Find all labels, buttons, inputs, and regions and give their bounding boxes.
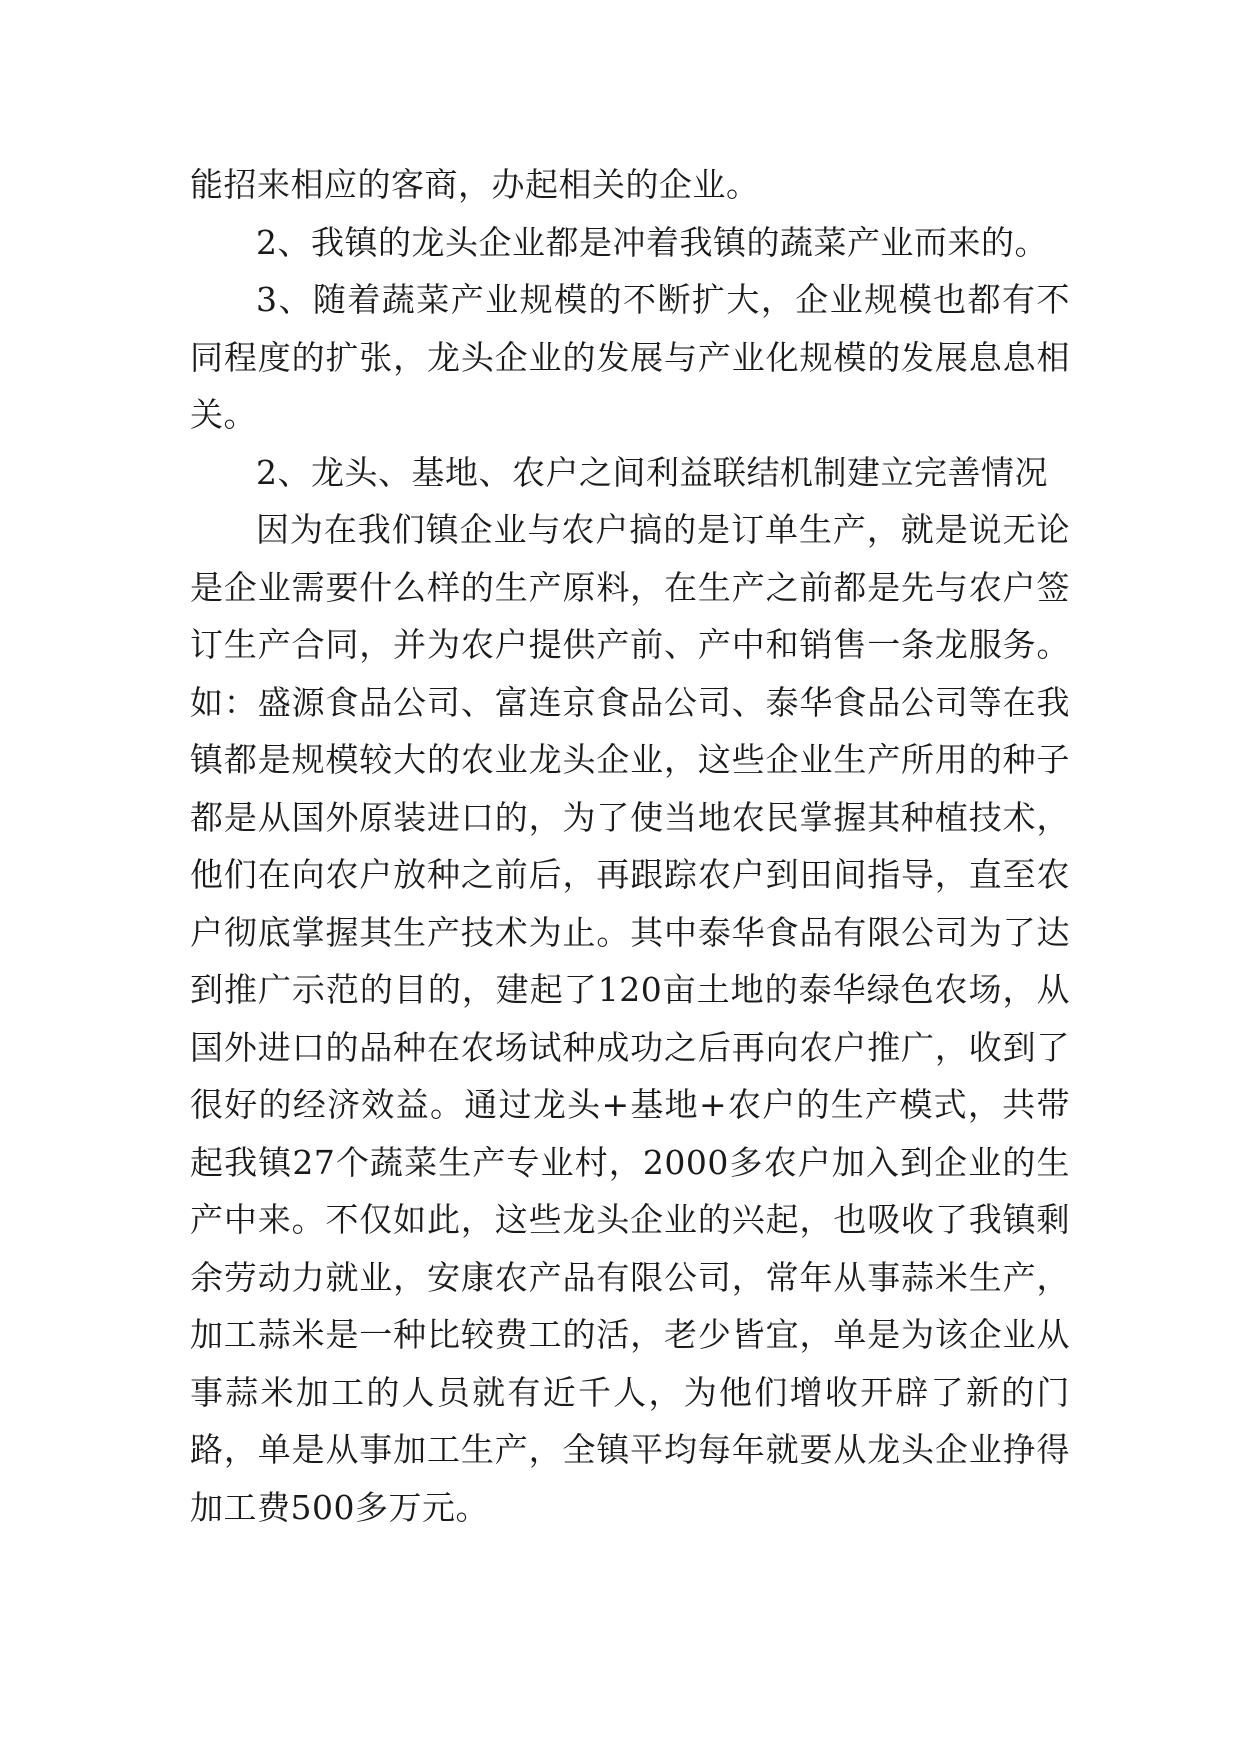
paragraph-point-2: 2、我镇的龙头企业都是冲着我镇的蔬菜产业而来的。 <box>256 222 1048 262</box>
section-heading: 2、龙头、基地、农户之间利益联结机制建立完善情况 <box>256 452 1048 492</box>
paragraph-continuation: 能招来相应的客商，办起相关的企业。 <box>190 165 760 204</box>
paragraph-main: 因为在我们镇企业与农户搞的是订单生产，就是说无论是企业需要什么样的生产原料，在生产之前都是先与农户签订生产合同，并为农户提供产前、产中和销售一条龙服务。如：盛源食品公司、富连京食品公司、泰华食品公司等在我镇都是规模较大的农业龙头企业，这些企业生产所用的种子都是从国外原装进口的，为了使当地农民掌握其种植技术，他们在向农户放种之前后，再跟踪农户到田间指导，直至农户彻底掌握其生产技术为止。其中泰华食品有限公司为了达到推广示范的目的，建起了120亩土地的泰华绿色农场，从国外进口的品种在农场试种成功之后再向农户推广，收到了很好的经济效益。通过龙头+基地+农户的生产模式，共带起我镇27个蔬菜生产专业村，2000多农户加入到企业的生产中来。不仅如此，这些龙头企业的兴起，也吸收了我镇剩余劳动力就业，安康农产品有限公司，常年从事蒜米生产，加工蒜米是一种比较费工的活，老少皆宜，单是为该企业从事蒜米加工的人员就有近千人，为他们增收开辟了新的门路，单是从事加工生产，全镇平均每年就要从龙头企业挣得加工费500多万元。 <box>190 510 1070 1527</box>
paragraph-point-3: 3、随着蔬菜产业规模的不断扩大，企业规模也都有不同程度的扩张，龙头企业的发展与产业化规模的发展息息相关。 <box>190 280 1070 434</box>
document-body <box>190 156 1070 1536</box>
